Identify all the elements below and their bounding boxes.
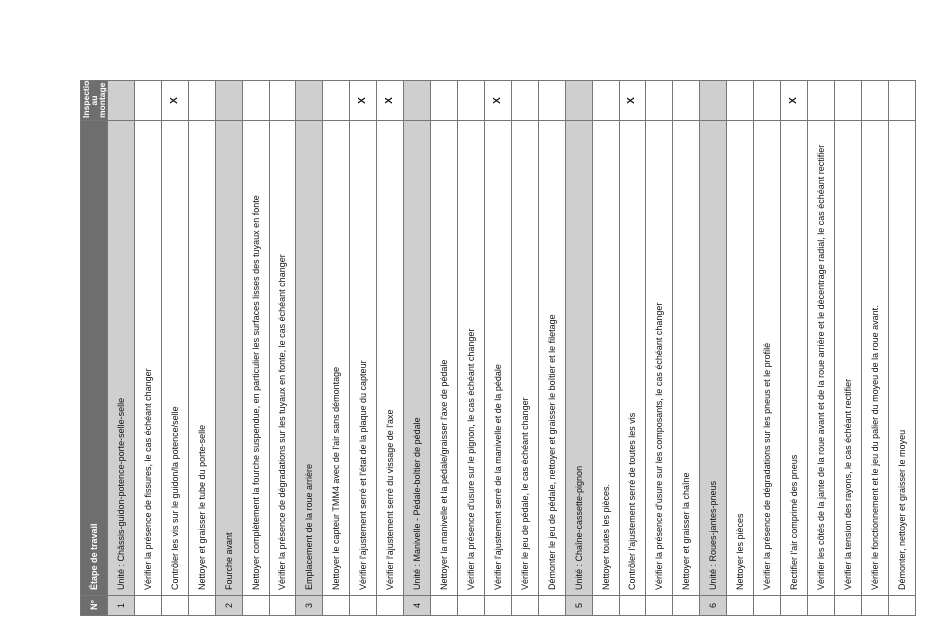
table-row	[323, 81, 350, 616]
inspection-mark	[754, 81, 781, 121]
row-number: 3	[296, 596, 323, 616]
work-step-text: Vérifier les côtés de la jante de la roue avant et de la roue arrière et le décentrage radial, le cas échéant rectifier	[807, 121, 834, 596]
inspection-mark	[511, 81, 538, 121]
table-row	[861, 81, 888, 616]
row-number: 5	[565, 596, 592, 616]
inspection-mark: X	[161, 81, 188, 121]
row-number	[592, 596, 619, 616]
work-step-text: Vérifier la tension des rayons, le cas échéant rectifier	[834, 121, 861, 596]
maintenance-table	[80, 75, 916, 616]
table-row	[134, 81, 161, 616]
inspection-mark	[538, 81, 565, 121]
row-number: 2	[215, 596, 242, 616]
inspection-mark	[188, 81, 215, 121]
header-number: N°	[81, 596, 108, 616]
row-number	[619, 596, 646, 616]
table-row	[807, 81, 834, 616]
table-row	[242, 81, 269, 616]
work-step-text: Nettoyer complètement la fourche suspendue, en particulier les surfaces lisses des tuyaux en fonte	[242, 121, 269, 596]
inspection-mark	[807, 81, 834, 121]
inspection-mark	[861, 81, 888, 121]
row-number	[484, 596, 511, 616]
row-number	[888, 596, 915, 616]
row-number	[350, 596, 377, 616]
row-number	[134, 596, 161, 616]
row-number	[834, 596, 861, 616]
row-number	[754, 596, 781, 616]
table-row	[592, 81, 619, 616]
work-step-text: Vérifier la présence de fissures, le cas échéant changer	[134, 121, 161, 596]
work-step-text: Vérifier le fonctionnement et le jeu du palier du moyeu de la roue avant.	[861, 121, 888, 596]
row-number	[727, 596, 754, 616]
row-number	[807, 596, 834, 616]
row-number	[673, 596, 700, 616]
row-number	[646, 596, 673, 616]
inspection-mark	[565, 81, 592, 121]
table-row	[781, 81, 808, 616]
table-row	[646, 81, 673, 616]
work-step-text: Contrôler les vis sur le guidon/la potence/selle	[161, 121, 188, 596]
unit-row	[296, 81, 323, 616]
table-row	[431, 81, 458, 616]
row-number	[511, 596, 538, 616]
table-row	[834, 81, 861, 616]
unit-title: Fourche avant	[215, 121, 242, 596]
inspection-mark	[834, 81, 861, 121]
unit-title: Unité : Châssis-guidon-potence-porte-selle-selle	[108, 121, 135, 596]
unit-title: Unité : Chaîne-cassette-pignon	[565, 121, 592, 596]
table-row	[619, 81, 646, 616]
table-row	[538, 81, 565, 616]
work-step-text: Nettoyer et graisser la chaîne	[673, 121, 700, 596]
unit-title: Emplacement de la roue arrière	[296, 121, 323, 596]
table-row	[673, 81, 700, 616]
inspection-mark	[431, 81, 458, 121]
inspection-mark	[646, 81, 673, 121]
row-number	[861, 596, 888, 616]
row-number	[457, 596, 484, 616]
work-step-text: Contrôler l'ajustement serré de toutes les vis	[619, 121, 646, 596]
row-number	[188, 596, 215, 616]
row-number	[538, 596, 565, 616]
work-step-text: Vérifier l'ajustement serré du vissage de l'axe	[377, 121, 404, 596]
table-row	[511, 81, 538, 616]
unit-row	[700, 81, 727, 616]
work-step-text: Nettoyer et graisser le tube du porte-selle	[188, 121, 215, 596]
table-row	[350, 81, 377, 616]
inspection-mark	[296, 81, 323, 121]
work-step-text: Vérifier la présence d'usure sur les composants, le cas échéant changer	[646, 121, 673, 596]
work-step-text: Vérifier le jeu de pédale, le cas échéant changer	[511, 121, 538, 596]
inspection-mark: X	[781, 81, 808, 121]
unit-row	[404, 81, 431, 616]
table-row	[269, 81, 296, 616]
inspection-mark	[700, 81, 727, 121]
unit-title: Unité : Manivelle - Pédale-boîtier de pédale	[404, 121, 431, 596]
work-step-text: Nettoyer les pièces	[727, 121, 754, 596]
table-row	[377, 81, 404, 616]
row-number: 1	[108, 596, 135, 616]
inspection-mark	[457, 81, 484, 121]
unit-row	[108, 81, 135, 616]
work-step-text: Vérifier l'ajustement serré et l'état de la plaque du capteur	[350, 121, 377, 596]
unit-title: Unité : Roues-jantes-pneus	[700, 121, 727, 596]
row-number	[781, 596, 808, 616]
table-row	[754, 81, 781, 616]
work-step-text: Démonter, nettoyer et graisser le moyeu	[888, 121, 915, 596]
inspection-mark	[269, 81, 296, 121]
inspection-mark: X	[350, 81, 377, 121]
inspection-mark	[592, 81, 619, 121]
row-number: 6	[700, 596, 727, 616]
row-number	[161, 596, 188, 616]
table-body	[108, 81, 916, 616]
work-step-text: Démonter le jeu de pédale, nettoyer et graisser le boîtier et le filetage	[538, 121, 565, 596]
row-number	[377, 596, 404, 616]
work-step-text: Nettoyer toutes les pièces.	[592, 121, 619, 596]
table-row	[888, 81, 915, 616]
table-header-row	[81, 81, 108, 616]
inspection-mark: X	[377, 81, 404, 121]
work-step-text: Vérifier la présence de dégradations sur les tuyaux en fonte, le cas échéant changer	[269, 121, 296, 596]
row-number	[323, 596, 350, 616]
work-step-text: Nettoyer le capteur TMM4 avec de l'air sans démontage	[323, 121, 350, 596]
work-step-text: Vérifier l'ajustement serré de la manivelle et de la pédale	[484, 121, 511, 596]
table-row	[727, 81, 754, 616]
inspection-mark	[242, 81, 269, 121]
inspection-mark	[215, 81, 242, 121]
inspection-mark	[323, 81, 350, 121]
inspection-mark: X	[619, 81, 646, 121]
table-row	[457, 81, 484, 616]
inspection-mark: X	[484, 81, 511, 121]
row-number	[269, 596, 296, 616]
inspection-mark	[108, 81, 135, 121]
work-step-text: Nettoyer la manivelle et la pédale/graisser l'axe de pédale	[431, 121, 458, 596]
row-number	[431, 596, 458, 616]
unit-row	[565, 81, 592, 616]
table-row	[188, 81, 215, 616]
row-number: 4	[404, 596, 431, 616]
row-number	[242, 596, 269, 616]
table-row	[161, 81, 188, 616]
work-step-text: Vérifier la présence d'usure sur le pignon, le cas échéant changer	[457, 121, 484, 596]
work-step-text: Vérifier la présence de dégradations sur les pneus et le profilé	[754, 121, 781, 596]
table-row	[484, 81, 511, 616]
inspection-mark	[673, 81, 700, 121]
inspection-mark	[404, 81, 431, 121]
header-work-step: Étape de travail	[81, 121, 108, 596]
work-step-text: Rectifier l'air comprimé des pneus	[781, 121, 808, 596]
unit-row	[215, 81, 242, 616]
inspection-mark	[727, 81, 754, 121]
inspection-mark	[888, 81, 915, 121]
inspection-mark	[134, 81, 161, 121]
header-inspection: Inspection au montage	[81, 81, 108, 121]
